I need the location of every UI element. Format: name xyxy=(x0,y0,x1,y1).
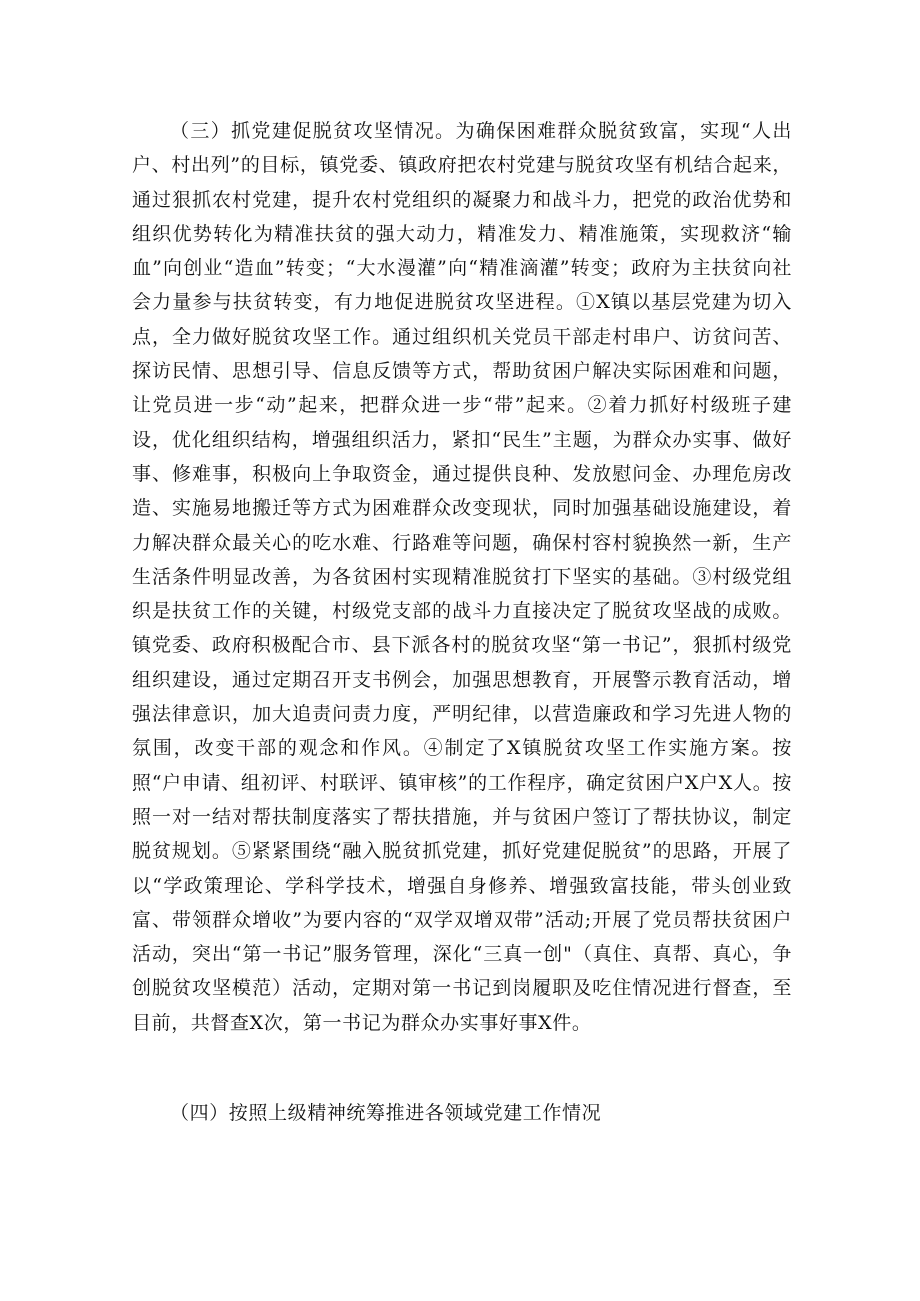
paragraph-section-3: （三）抓党建促脱贫攻坚情况。为确保困难群众脱贫致富，实现“人出户、村出列”的目标，镇党委、镇政府把农村党建与脱贫攻坚有机结合起来，通过狠抓农村党建，提升农村党组织的凝聚力和战斗力，把党的政治优势和组织优势转化为精准扶贫的强大动力，精准发力、精准施策，实现救济“输血”向创业“造血”转变；“大水漫灌”向“精准滴灌”转变；政府为主扶贫向社会力量参与扶贫转变，有力地促进脱贫攻坚进程。①X镇以基层党建为切入点，全力做好脱贫攻坚工作。通过组织机关党员干部走村串户、访贫问苦、探访民情、思想引导、信息反馈等方式，帮助贫困户解决实际困难和问题，让党员进一步“动”起来，把群众进一步“带”起来。②着力抓好村级班子建设，优化组织结构，增强组织活力，紧扣“民生”主题，为群众办实事、做好事、修难事，积极向上争取资金，通过提供良种、发放慰问金、办理危房改造、实施易地搬迁等方式为困难群众改变现状，同时加强基础设施建设，着力解决群众最关心的吃水难、行路难等问题，确保村容村貌换然一新，生产生活条件明显改善，为各贫困村实现精准脱贫打下坚实的基础。③村级党组织是扶贫工作的关键，村级党支部的战斗力直接决定了脱贫攻坚战的成败。镇党委、政府积极配合市、县下派各村的脱贫攻坚“第一书记”，狠抓村级党组织建设，通过定期召开支书例会，加强思想教育，开展警示教育活动，增强法律意识，加大追责问责力度，严明纪律，以营造廉政和学习先进人物的氛围，改变干部的观念和作风。④制定了X镇脱贫攻坚工作实施方案。按照“户申请、组初评、村联评、镇审核”的工作程序，确定贫困户X户X人。按照一对一结对帮扶制度落实了帮扶措施，并与贫困户签订了帮扶协议，制定脱贫规划。⑤紧紧围绕“融入脱贫抓党建，抓好党建促脱贫”的思路，开展了以“学政策理论、学科学技术，增强自身修养、增强致富技能，带头创业致富、带领群众增收”为要内容的“双学双增双带”活动;开展了党员帮扶贫困户活动，突出“第一书记”服务管理，深化“三真一创"（真住、真帮、真心，争创脱贫攻坚模范）活动，定期对第一书记到岗履职及吃住情况进行督查，至目前，共督查X次，第一书记为群众办实事好事X件。 xyxy=(132,120,792,1034)
section-4-heading: （四）按照上级精神统筹推进各领域党建工作情况 xyxy=(170,1102,602,1124)
